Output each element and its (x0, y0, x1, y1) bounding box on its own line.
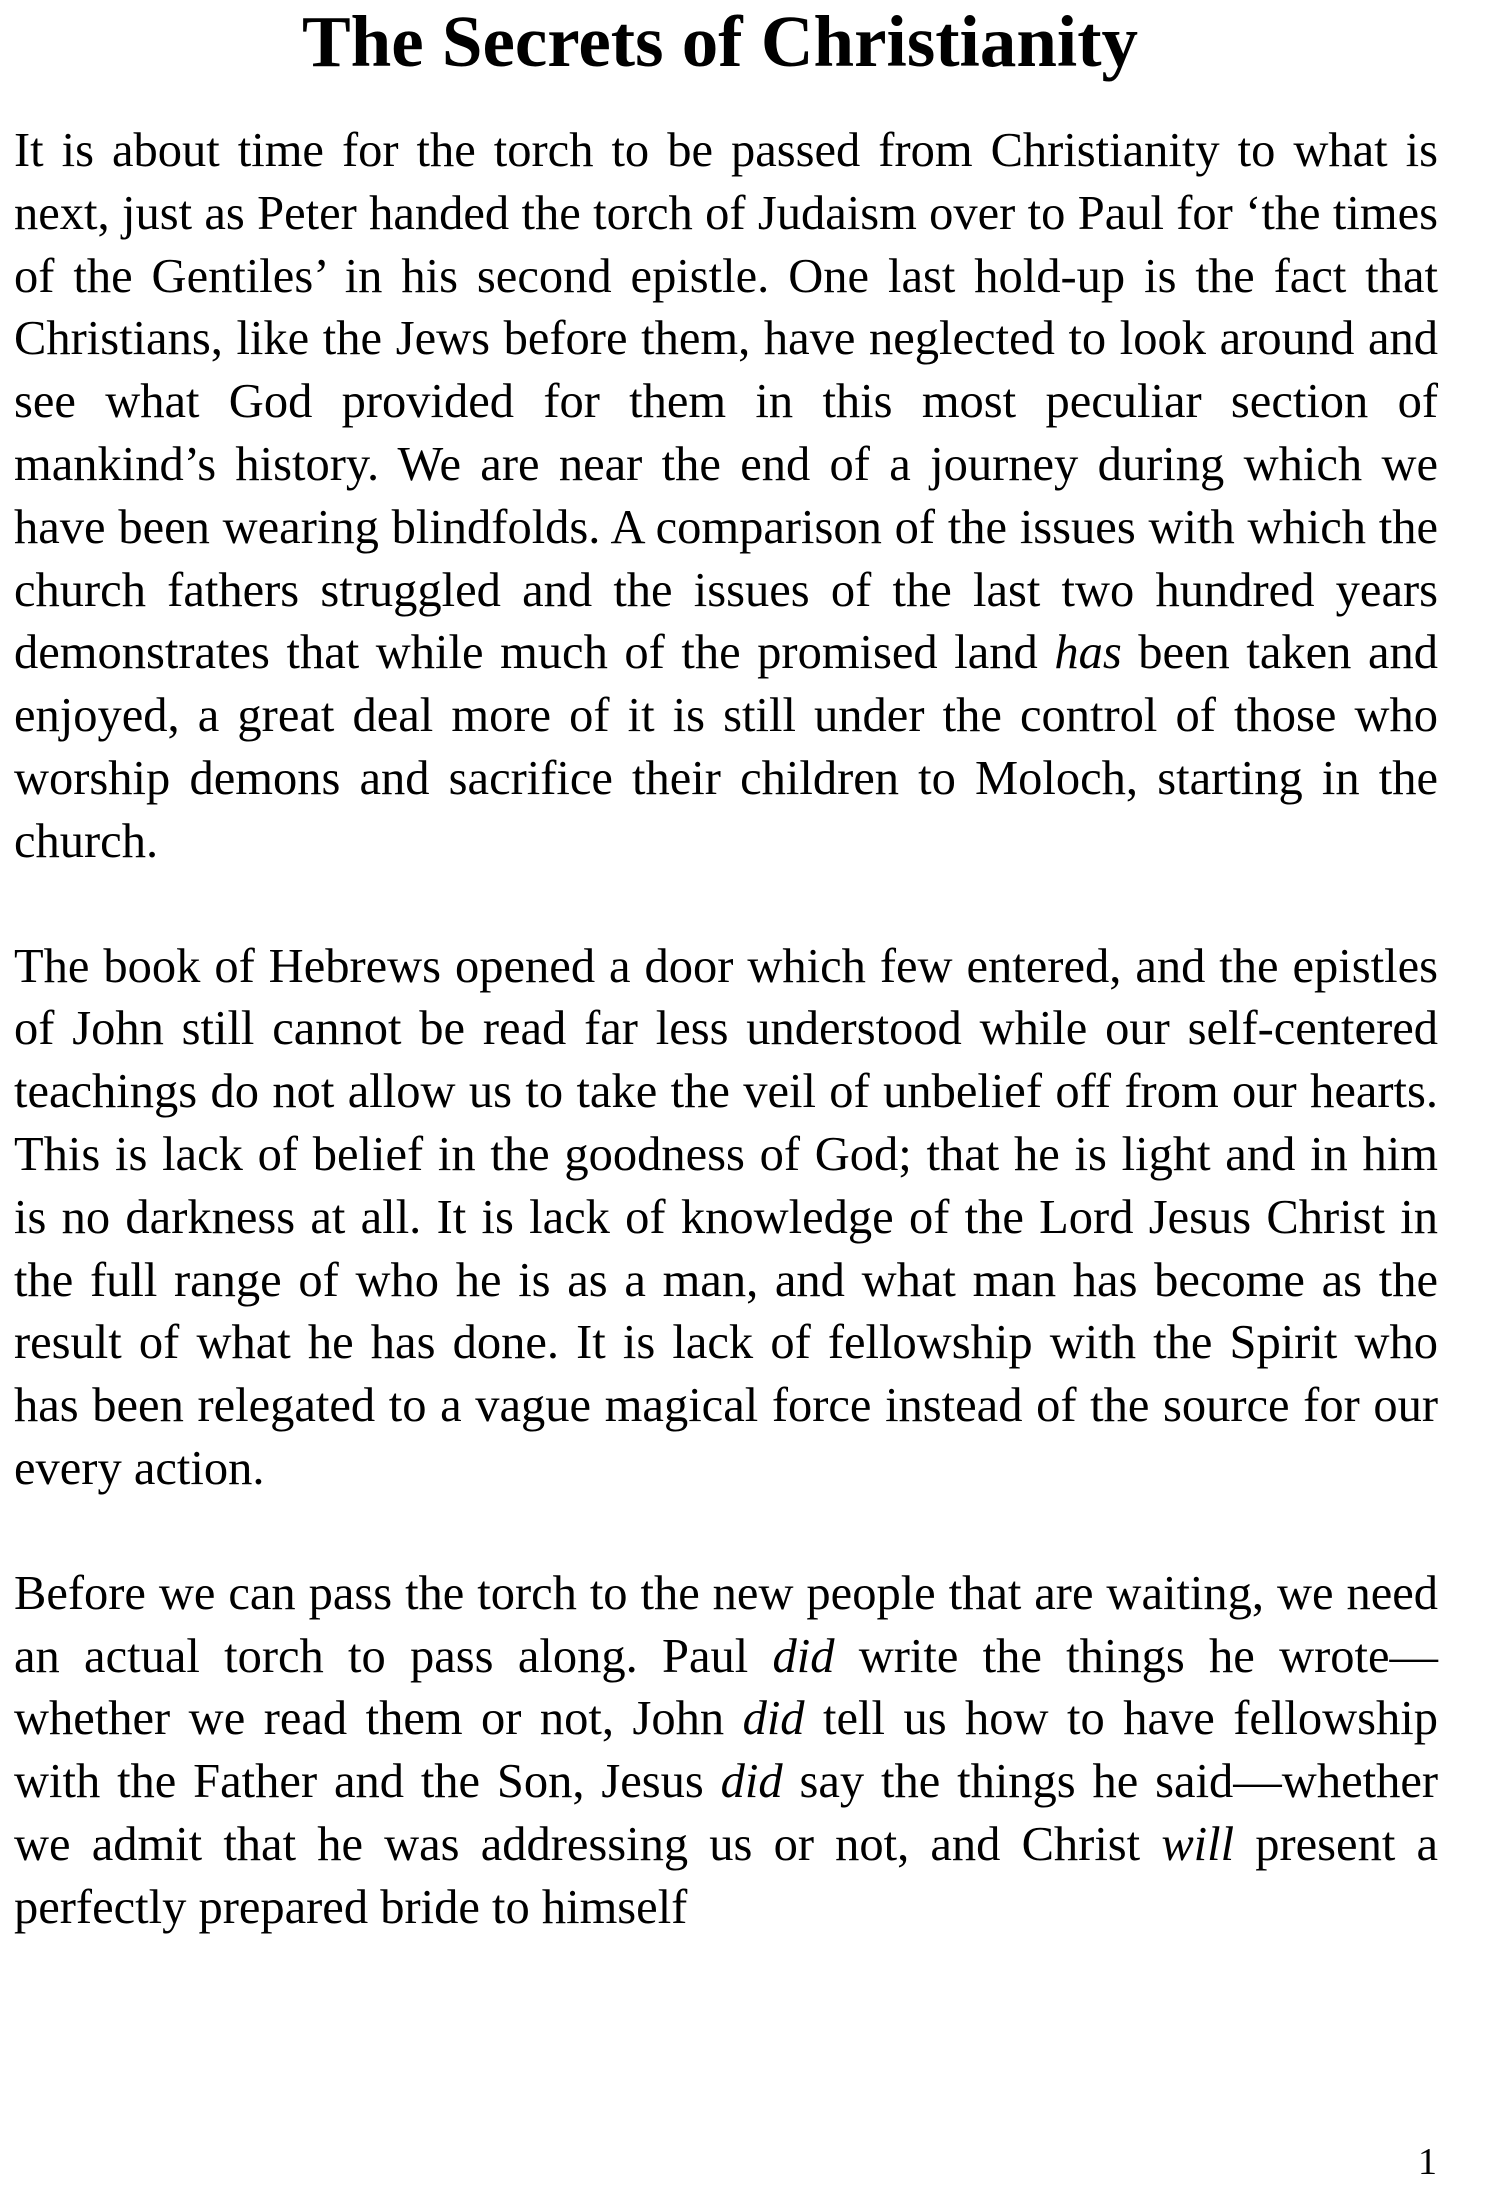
paragraph-3 (14, 1563, 1438, 1940)
emphasis-did: did (772, 1629, 835, 1683)
emphasis-has: has (1054, 626, 1122, 680)
text-segment: write the things he wrote—whether we read them or not, John (14, 1629, 1438, 1746)
body-text (14, 120, 1438, 1940)
text-segment: Before we can pass the torch to the new people that are waiting, we need an actual torch to pass along. Paul (14, 1566, 1438, 1683)
paragraph-2 (14, 936, 1438, 1501)
text-segment: The book of Hebrews opened a door which few entered, and the epistles of John still cannot be read far less understood while our self-centered teachings do not allow us to take the veil of unbelief off from our hearts. This is lack of belief in the goodness of God; that he is light and in him is no darkness at all. It is lack of knowledge of the Lord Jesus Christ in the full range of who he is as a man, and what man has become as the result of what he has done. It is lack of fellowship with the Spirit who has been relegated to a vague magical force instead of the source for our every action. (14, 939, 1438, 1495)
text-segment: present a perfectly prepared bride to himself (14, 1817, 1438, 1934)
text-segment: tell us how to have fellowship with the Father and the Son, Jesus (14, 1692, 1438, 1809)
emphasis-will: will (1161, 1817, 1235, 1871)
emphasis-did: did (720, 1755, 783, 1809)
page-title: The Secrets of Christianity (301, 1, 1139, 82)
paragraph-1 (14, 120, 1438, 874)
emphasis-did: did (742, 1692, 805, 1746)
text-segment: been taken and enjoyed, a great deal more of it is still under the control of those who worship demons and sacrifice their children to Moloch, starting in the church. (14, 626, 1438, 868)
text-segment: It is about time for the torch to be passed from Christianity to what is next, just as Peter handed the torch of Judaism over to Paul for ‘the times of the Gentiles’ in his second epistle. One last hold-up is the fact that Christians, like the Jews before them, have neglected to look around and see what God provided for them in this most peculiar section of mankind’s history. We are near the end of a journey during which we have been wearing blindfolds. A comparison of the issues with which the church fathers struggled and the issues of the last two hundred years demonstrates that while much of the promised land (14, 124, 1438, 680)
text-segment: say the things he said—whether we admit that he was addressing us or not, and Christ (14, 1755, 1439, 1871)
page-number: 1 (1418, 2141, 1437, 2183)
